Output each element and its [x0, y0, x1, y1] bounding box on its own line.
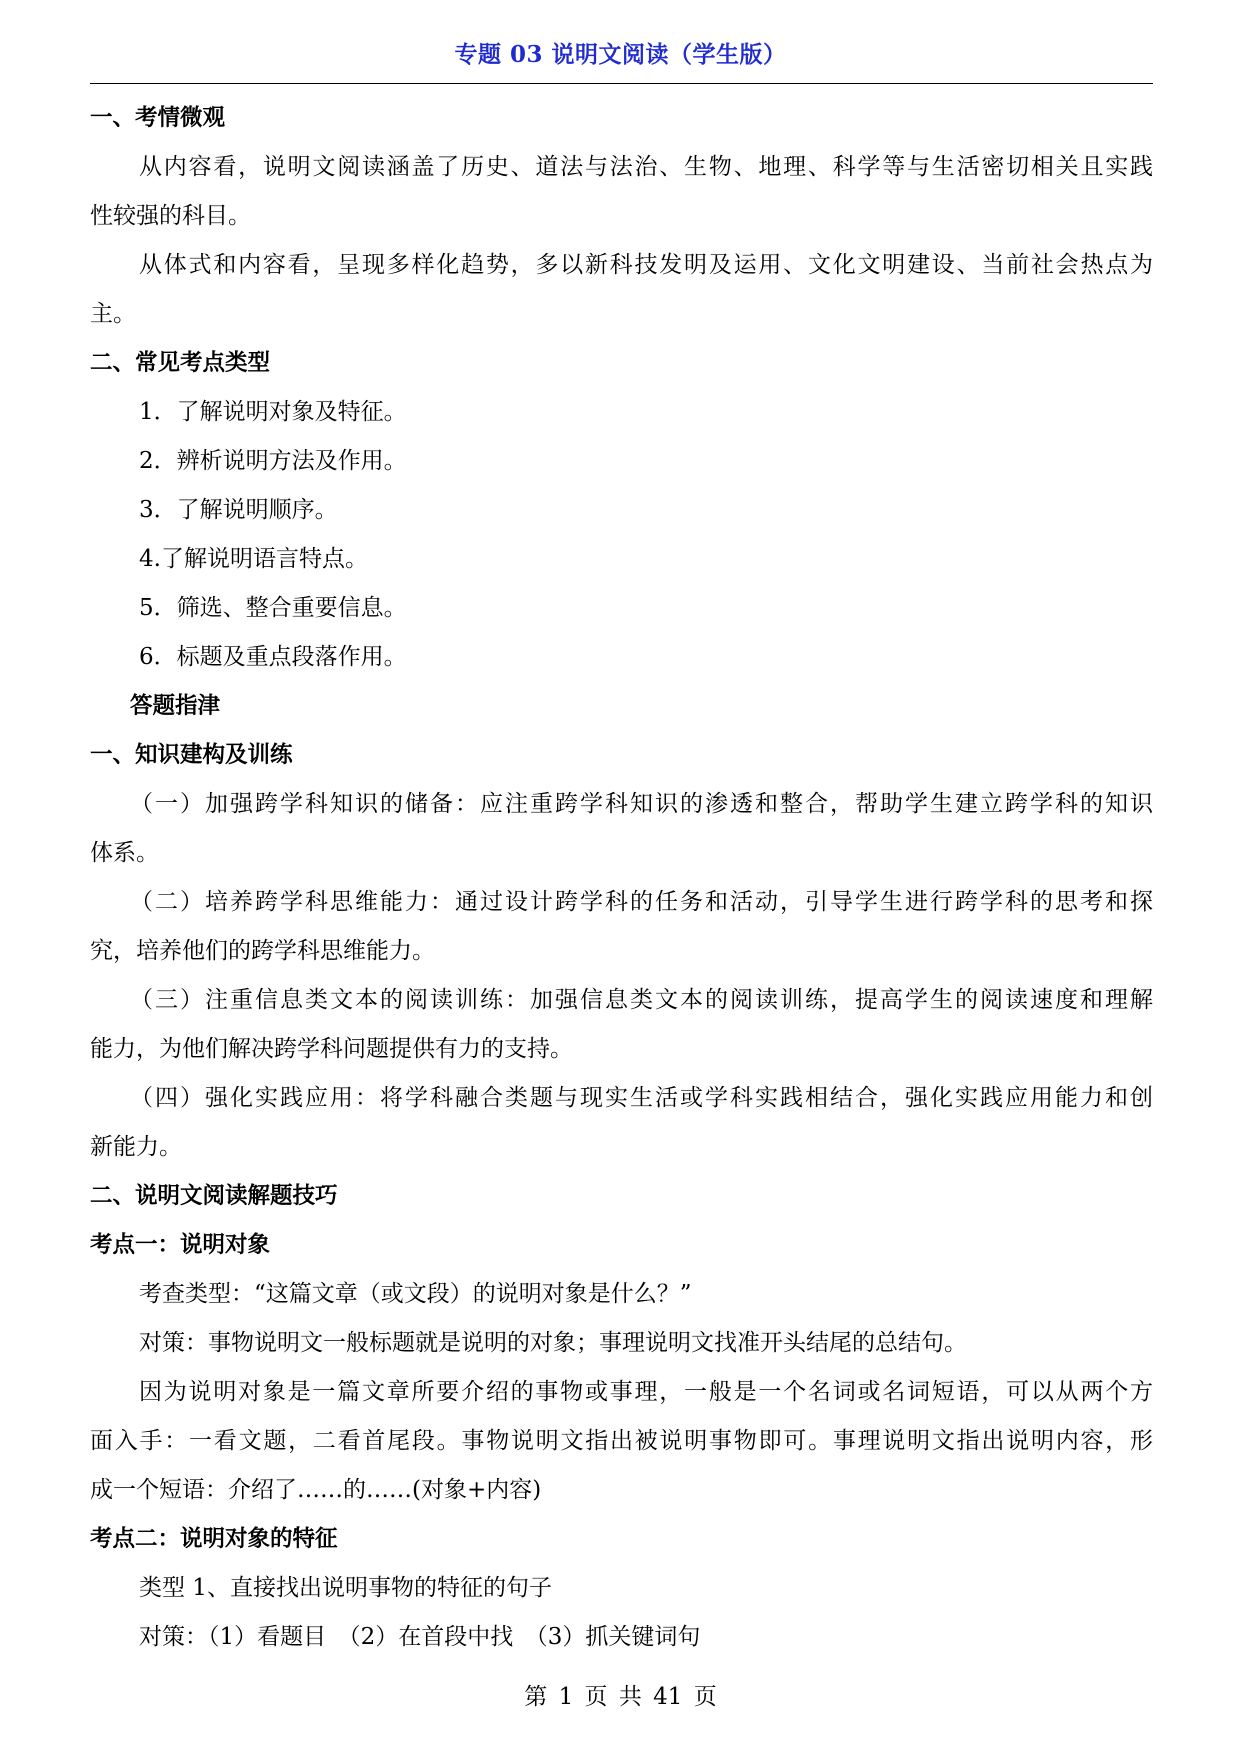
- paragraph-line: 体系。: [90, 840, 159, 866]
- section-heading: 一、知识建构及训练: [90, 742, 293, 768]
- paragraph-line: 类型 1、直接找出说明事物的特征的句子: [139, 1575, 552, 1601]
- header-divider: [90, 83, 1153, 84]
- paragraph-line: 对策：（1）看题目 （2）在首段中找 （3）抓关键词句: [139, 1624, 701, 1650]
- paragraph-line: 性较强的科目。: [90, 203, 251, 229]
- paragraph-line: 对策：事物说明文一般标题就是说明的对象；事理说明文找准开头结尾的总结句。: [139, 1330, 967, 1356]
- list-item: 5．筛选、整合重要信息。: [139, 595, 407, 621]
- list-item: 2．辨析说明方法及作用。: [139, 448, 407, 474]
- subsection-heading: 答题指津: [130, 693, 221, 719]
- document-title: 专题 03 说明文阅读（学生版）: [454, 41, 787, 68]
- paragraph-line: 成一个短语：介绍了……的……(对象+内容): [90, 1477, 542, 1503]
- paragraph-line: （二）培养跨学科思维能力：通过设计跨学科的任务和活动，引导学生进行跨学科的思考和探: [130, 889, 1153, 915]
- paragraph-line: 从内容看，说明文阅读涵盖了历史、道法与法治、生物、地理、科学等与生活密切相关且实践: [139, 154, 1153, 180]
- list-item: 1．了解说明对象及特征。: [139, 399, 407, 425]
- page-number-footer: 第 1 页 共 41 页: [524, 1684, 717, 1710]
- section-heading: 一、考情微观: [90, 105, 226, 131]
- section-heading: 考点二：说明对象的特征: [90, 1526, 338, 1552]
- list-item: 4.了解说明语言特点。: [139, 546, 368, 572]
- paragraph-line: （一）加强跨学科知识的储备：应注重跨学科知识的渗透和整合，帮助学生建立跨学科的知识: [130, 791, 1153, 817]
- list-item: 3．了解说明顺序。: [139, 497, 338, 523]
- section-heading: 二、常见考点类型: [90, 350, 271, 376]
- section-heading: 二、说明文阅读解题技巧: [90, 1183, 338, 1209]
- document-body: [90, 94, 1153, 1662]
- paragraph-line: 考查类型：“这篇文章（或文段）的说明对象是什么？”: [139, 1281, 692, 1307]
- paragraph-line: 能力，为他们解决跨学科问题提供有力的支持。: [90, 1036, 573, 1062]
- paragraph-line: （四）强化实践应用：将学科融合类题与现实生活或学科实践相结合，强化实践应用能力和创: [130, 1085, 1153, 1111]
- paragraph-line: 主。: [90, 301, 136, 327]
- paragraph-line: 面入手：一看文题，二看首尾段。事物说明文指出被说明事物即可。事理说明文指出说明内容，形: [90, 1428, 1153, 1454]
- section-heading: 考点一：说明对象: [90, 1232, 271, 1258]
- paragraph-line: 究，培养他们的跨学科思维能力。: [90, 938, 435, 964]
- paragraph-line: 从体式和内容看，呈现多样化趋势，多以新科技发明及运用、文化文明建设、当前社会热点为: [139, 252, 1153, 278]
- list-item: 6．标题及重点段落作用。: [139, 644, 407, 670]
- paragraph-line: 新能力。: [90, 1134, 182, 1160]
- paragraph-line: 因为说明对象是一篇文章所要介绍的事物或事理，一般是一个名词或名词短语，可以从两个方: [139, 1379, 1153, 1405]
- paragraph-line: （三）注重信息类文本的阅读训练：加强信息类文本的阅读训练，提高学生的阅读速度和理解: [130, 987, 1153, 1013]
